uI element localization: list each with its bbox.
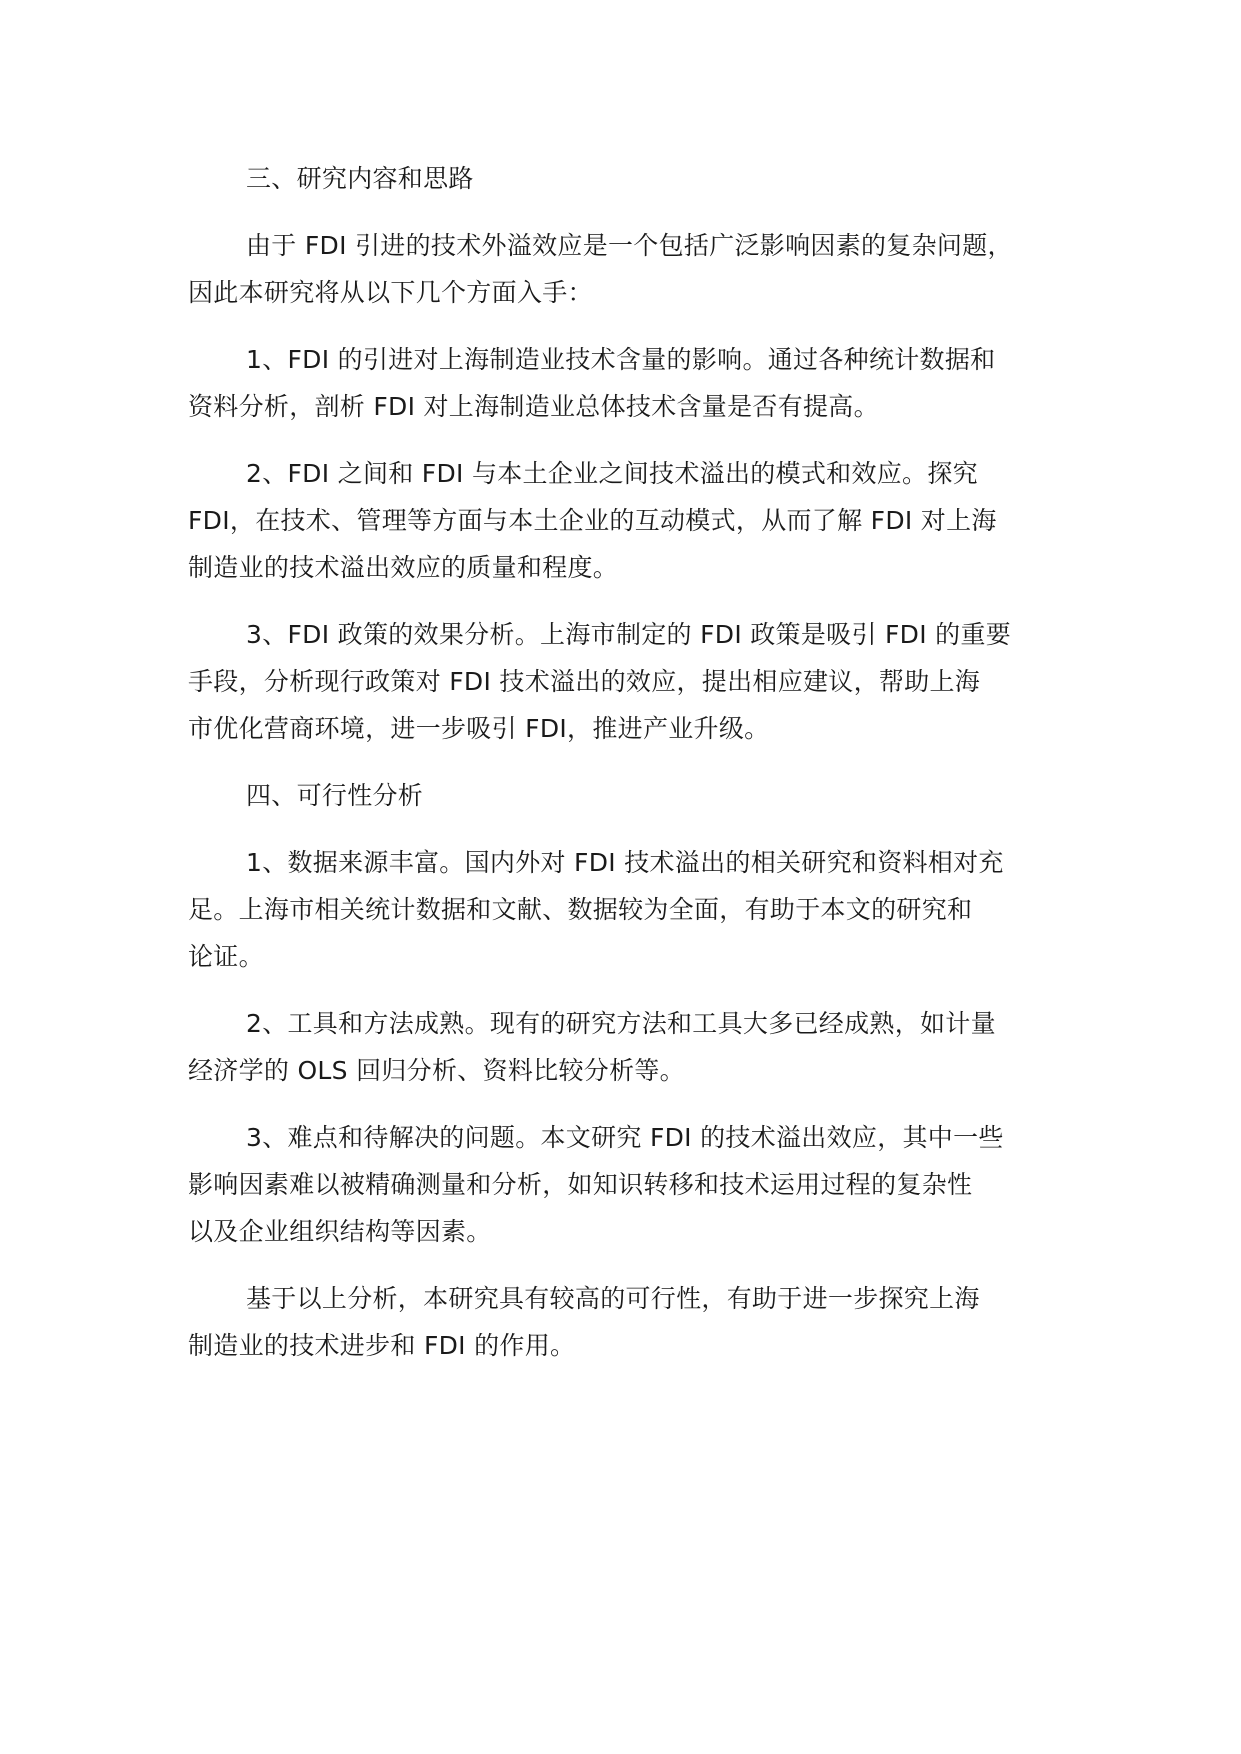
paragraph-line: 3、难点和待解决的问题。本文研究 FDI 的技术溢出效应，其中一些 <box>246 1123 1004 1152</box>
section-heading-text: 四、可行性分析 <box>246 781 424 810</box>
paragraph-line: 经济学的 OLS 回归分析、资料比较分析等。 <box>188 1056 685 1085</box>
paragraph-line: 由于 FDI 引进的技术外溢效应是一个包括广泛影响因素的复杂问题， <box>246 231 1013 260</box>
paragraph-item-1 <box>188 839 1078 980</box>
paragraph-line: 以及企业组织结构等因素。 <box>188 1217 492 1246</box>
paragraph-line: 市优化营商环境，进一步吸引 FDI，推进产业升级。 <box>188 714 770 743</box>
section-heading-feasibility <box>188 772 1078 819</box>
document-body <box>188 155 1078 1389</box>
paragraph-line: 制造业的技术溢出效应的质量和程度。 <box>188 553 619 582</box>
paragraph-line: 制造业的技术进步和 FDI 的作用。 <box>188 1331 576 1360</box>
paragraph-item-3 <box>188 1114 1078 1255</box>
paragraph-line: 论证。 <box>188 942 264 971</box>
paragraph-item-1 <box>188 336 1078 430</box>
paragraph-conclusion <box>188 1275 1078 1369</box>
paragraph-line: 影响因素难以被精确测量和分析，如知识转移和技术运用过程的复杂性 <box>188 1170 973 1199</box>
paragraph-intro <box>188 222 1078 316</box>
paragraph-line: FDI，在技术、管理等方面与本土企业的互动模式，从而了解 FDI 对上海 <box>188 506 997 535</box>
section-heading-text: 三、研究内容和思路 <box>246 164 474 193</box>
paragraph-line: 基于以上分析，本研究具有较高的可行性，有助于进一步探究上海 <box>246 1284 980 1313</box>
paragraph-item-2 <box>188 450 1078 591</box>
paragraph-line: 足。上海市相关统计数据和文献、数据较为全面，有助于本文的研究和 <box>188 895 973 924</box>
paragraph-line: 3、FDI 政策的效果分析。上海市制定的 FDI 政策是吸引 FDI 的重要 <box>246 620 1012 649</box>
paragraph-line: 手段，分析现行政策对 FDI 技术溢出的效应，提出相应建议，帮助上海 <box>188 667 981 696</box>
paragraph-item-3 <box>188 611 1078 752</box>
paragraph-item-2 <box>188 1000 1078 1094</box>
paragraph-line: 资料分析，剖析 FDI 对上海制造业总体技术含量是否有提高。 <box>188 392 879 421</box>
paragraph-line: 1、数据来源丰富。国内外对 FDI 技术溢出的相关研究和资料相对充 <box>246 848 1004 877</box>
paragraph-line: 1、FDI 的引进对上海制造业技术含量的影响。通过各种统计数据和 <box>246 345 996 374</box>
section-heading-research-content <box>188 155 1078 202</box>
paragraph-line: 因此本研究将从以下几个方面入手： <box>188 278 593 307</box>
paragraph-line: 2、工具和方法成熟。现有的研究方法和工具大多已经成熟，如计量 <box>246 1009 996 1038</box>
paragraph-line: 2、FDI 之间和 FDI 与本土企业之间技术溢出的模式和效应。探究 <box>246 459 978 488</box>
